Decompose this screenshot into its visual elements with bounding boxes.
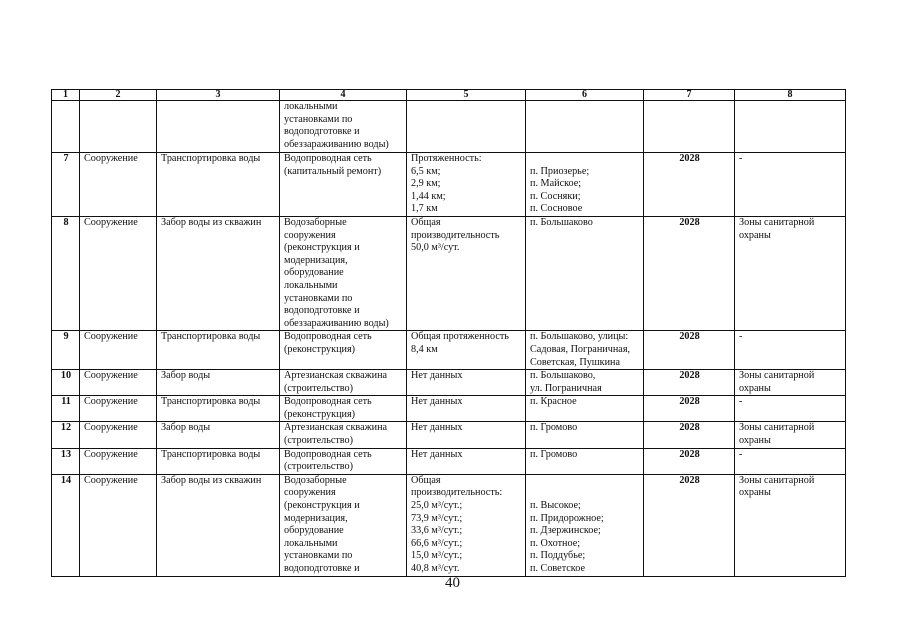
table-body xyxy=(52,101,846,577)
object-name-cell xyxy=(280,448,407,474)
object-name-cell-line: сооружения xyxy=(284,487,336,499)
zones-cell-line: - xyxy=(739,331,743,343)
object-type-cell: Сооружение xyxy=(80,396,157,422)
parameters-cell-line: 1,44 км; xyxy=(411,190,446,202)
zones-cell xyxy=(735,396,846,422)
object-name-cell-line: (строительство) xyxy=(284,461,354,473)
data-table xyxy=(51,89,846,577)
object-name-cell-line: (реконструкция) xyxy=(284,408,356,420)
location-cell-line: п. Большаково, улицы: xyxy=(530,331,629,343)
parameters-cell-line: Нет данных xyxy=(411,448,463,460)
location-cell-line: п. Высокое; xyxy=(530,500,581,512)
object-type-cell: Сооружение xyxy=(80,448,157,474)
location-cell xyxy=(526,448,644,474)
location-cell xyxy=(526,153,644,217)
object-name-cell xyxy=(280,370,407,396)
parameters-cell-line: 25,0 м³/сут.; xyxy=(411,500,463,512)
page-number: 40 xyxy=(445,575,460,591)
object-name-cell-line: модернизация, xyxy=(284,254,348,266)
object-name-cell-line: (строительство) xyxy=(284,382,354,394)
year-cell: 2028 xyxy=(644,474,735,576)
zones-cell-line: - xyxy=(739,448,743,460)
column-header-1: 1 xyxy=(52,90,80,101)
parameters-cell-line: Нет данных xyxy=(411,422,463,434)
location-cell-line: п. Сосняки; xyxy=(530,190,581,202)
location-cell-line: п. Сосновое xyxy=(530,203,583,215)
parameters-cell xyxy=(407,216,526,330)
zones-cell xyxy=(735,422,846,448)
purpose-cell: Транспортировка воды xyxy=(157,331,280,370)
object-name-cell-line: сооружения xyxy=(284,229,336,241)
parameters-cell-line: 33,6 м³/сут.; xyxy=(411,525,463,537)
object-name-cell xyxy=(280,331,407,370)
parameters-cell-line: Общая xyxy=(411,216,441,228)
parameters-cell-line: Протяженность: xyxy=(411,153,482,164)
parameters-cell-line: 50,0 м³/сут. xyxy=(411,242,460,254)
purpose-cell: Транспортировка воды xyxy=(157,153,280,217)
object-name-cell xyxy=(280,153,407,217)
object-type-cell: Сооружение xyxy=(80,153,157,217)
object-type-cell: Сооружение xyxy=(80,216,157,330)
table-row xyxy=(52,331,846,370)
row-number-cell: 14 xyxy=(52,474,80,576)
object-name-cell-line: (реконструкция и xyxy=(284,242,360,254)
location-cell-line: п. Советское xyxy=(530,563,585,574)
location-cell xyxy=(526,370,644,396)
object-type-cell: Сооружение xyxy=(80,422,157,448)
zones-cell xyxy=(735,216,846,330)
parameters-cell xyxy=(407,331,526,370)
zones-cell xyxy=(735,101,846,153)
object-name-cell-line: оборудование xyxy=(284,267,344,279)
purpose-cell: Транспортировка воды xyxy=(157,448,280,474)
row-number-cell: 12 xyxy=(52,422,80,448)
object-name-cell-line: Артезианская скважина xyxy=(284,422,388,434)
parameters-cell xyxy=(407,474,526,576)
object-name-cell-line: Водопроводная сеть xyxy=(284,448,372,460)
year-cell: 2028 xyxy=(644,370,735,396)
row-number-cell xyxy=(52,101,80,153)
parameters-cell xyxy=(407,370,526,396)
object-name-cell-line: оборудование xyxy=(284,525,344,537)
row-number-cell: 11 xyxy=(52,396,80,422)
zones-cell-line: охраны xyxy=(739,487,771,499)
parameters-cell-line: Нет данных xyxy=(411,396,463,408)
column-header-6: 6 xyxy=(526,90,644,101)
parameters-cell-line: 66,6 м³/сут.; xyxy=(411,537,463,549)
parameters-cell-line: Общая протяженность xyxy=(411,331,509,343)
location-cell-line: п. Дзержинское; xyxy=(530,525,601,537)
purpose-cell: Транспортировка воды xyxy=(157,396,280,422)
table-row xyxy=(52,153,846,217)
parameters-cell xyxy=(407,153,526,217)
row-number-cell: 8 xyxy=(52,216,80,330)
object-name-cell-line: Водозаборные xyxy=(284,216,347,228)
zones-cell-line: охраны xyxy=(739,435,771,447)
object-name-cell-line: установками по xyxy=(284,113,353,125)
year-cell xyxy=(644,101,735,153)
object-name-cell-line: локальными xyxy=(284,537,338,549)
parameters-cell-line: Общая xyxy=(411,474,441,486)
object-name-cell-line: водоподготовке и xyxy=(284,563,360,574)
object-name-cell-line: установками по xyxy=(284,550,353,562)
object-name-cell-line: Водопроводная сеть xyxy=(284,331,372,343)
object-type-cell xyxy=(80,101,157,153)
location-cell-line: Советская, Пушкина xyxy=(530,356,621,368)
location-cell-line: п. Громово xyxy=(530,448,578,460)
year-cell: 2028 xyxy=(644,153,735,217)
parameters-cell-line: 6,5 км; xyxy=(411,165,441,177)
year-cell: 2028 xyxy=(644,422,735,448)
parameters-cell-line: производительность: xyxy=(411,487,503,499)
zones-cell-line: охраны xyxy=(739,382,771,394)
parameters-cell-line: 15,0 м³/сут.; xyxy=(411,550,463,562)
object-name-cell-line: Водозаборные xyxy=(284,474,347,486)
zones-cell-line: - xyxy=(739,153,743,164)
location-cell-line: Садовая, Пограничная, xyxy=(530,343,631,355)
location-cell xyxy=(526,216,644,330)
zones-cell-line: - xyxy=(739,396,743,408)
purpose-cell: Забор воды xyxy=(157,370,280,396)
object-name-cell-line: модернизация, xyxy=(284,512,348,524)
parameters-cell-line: 40,8 м³/сут. xyxy=(411,563,460,574)
object-name-cell xyxy=(280,216,407,330)
object-name-cell-line: Водопроводная сеть xyxy=(284,153,372,164)
object-name-cell-line: (строительство) xyxy=(284,435,354,447)
location-cell-line: п. Придорожное; xyxy=(530,512,604,524)
location-cell-line: ул. Пограничная xyxy=(530,382,602,394)
location-cell-line xyxy=(530,475,640,488)
location-cell-line: п. Большаково, xyxy=(530,370,596,382)
column-header-5: 5 xyxy=(407,90,526,101)
location-cell-line xyxy=(530,487,640,500)
row-number-cell: 9 xyxy=(52,331,80,370)
table-row xyxy=(52,396,846,422)
parameters-cell-line: 8,4 км xyxy=(411,343,438,355)
object-name-cell xyxy=(280,396,407,422)
location-cell-line: п. Приозерье; xyxy=(530,165,590,177)
location-cell-line: п. Большаково xyxy=(530,216,593,228)
header-row xyxy=(52,90,846,101)
object-name-cell-line: Водопроводная сеть xyxy=(284,396,372,408)
parameters-cell-line: 1,7 км xyxy=(411,203,438,215)
column-header-2: 2 xyxy=(80,90,157,101)
table-row xyxy=(52,370,846,396)
object-name-cell-line: (реконструкция и xyxy=(284,500,360,512)
zones-cell-line: Зоны санитарной xyxy=(739,370,815,382)
object-name-cell-line: обеззараживанию воды) xyxy=(284,317,389,329)
object-type-cell: Сооружение xyxy=(80,474,157,576)
row-number-cell: 13 xyxy=(52,448,80,474)
column-header-8: 8 xyxy=(735,90,846,101)
location-cell xyxy=(526,101,644,153)
parameters-cell-line: 2,9 км; xyxy=(411,178,441,190)
object-name-cell-line: (капитальный ремонт) xyxy=(284,165,382,177)
purpose-cell: Забор воды xyxy=(157,422,280,448)
row-number-cell: 10 xyxy=(52,370,80,396)
row-number-cell: 7 xyxy=(52,153,80,217)
object-name-cell-line: Артезианская скважина xyxy=(284,370,388,382)
column-header-3: 3 xyxy=(157,90,280,101)
location-cell-line: п. Поддубье; xyxy=(530,550,586,562)
table-row xyxy=(52,101,846,153)
table-row xyxy=(52,422,846,448)
zones-cell-line: Зоны санитарной xyxy=(739,474,815,486)
object-name-cell-line: локальными xyxy=(284,101,338,112)
zones-cell xyxy=(735,448,846,474)
zones-cell-line: охраны xyxy=(739,229,771,241)
object-name-cell-line: локальными xyxy=(284,279,338,291)
table-row xyxy=(52,216,846,330)
location-cell xyxy=(526,331,644,370)
location-cell-line: п. Майское; xyxy=(530,178,582,190)
parameters-cell-line: производительность xyxy=(411,229,500,241)
column-header-4: 4 xyxy=(280,90,407,101)
object-name-cell xyxy=(280,474,407,576)
object-name-cell-line: водоподготовке и xyxy=(284,126,360,138)
location-cell xyxy=(526,396,644,422)
parameters-cell xyxy=(407,422,526,448)
zones-cell xyxy=(735,474,846,576)
location-cell-line: п. Охотное; xyxy=(530,537,581,549)
object-name-cell xyxy=(280,101,407,153)
purpose-cell: Забор воды из скважин xyxy=(157,216,280,330)
zones-cell-line: Зоны санитарной xyxy=(739,216,815,228)
parameters-cell xyxy=(407,101,526,153)
location-cell-line: п. Красное xyxy=(530,396,577,408)
purpose-cell xyxy=(157,101,280,153)
zones-cell xyxy=(735,331,846,370)
location-cell xyxy=(526,422,644,448)
year-cell: 2028 xyxy=(644,448,735,474)
parameters-cell-line: Нет данных xyxy=(411,370,463,382)
table-row xyxy=(52,448,846,474)
parameters-cell-line: 73,9 м³/сут.; xyxy=(411,512,463,524)
year-cell: 2028 xyxy=(644,331,735,370)
location-cell-line xyxy=(530,153,640,166)
location-cell xyxy=(526,474,644,576)
object-name-cell xyxy=(280,422,407,448)
year-cell: 2028 xyxy=(644,216,735,330)
table-row xyxy=(52,474,846,576)
location-cell-line: п. Громово xyxy=(530,422,578,434)
object-name-cell-line: (реконструкция) xyxy=(284,343,356,355)
object-type-cell: Сооружение xyxy=(80,370,157,396)
purpose-cell: Забор воды из скважин xyxy=(157,474,280,576)
parameters-cell xyxy=(407,448,526,474)
year-cell: 2028 xyxy=(644,396,735,422)
zones-cell xyxy=(735,153,846,217)
object-name-cell-line: установками по xyxy=(284,292,353,304)
parameters-cell xyxy=(407,396,526,422)
object-name-cell-line: обеззараживанию воды) xyxy=(284,138,389,150)
object-name-cell-line: водоподготовке и xyxy=(284,305,360,317)
zones-cell xyxy=(735,370,846,396)
column-header-7: 7 xyxy=(644,90,735,101)
object-type-cell: Сооружение xyxy=(80,331,157,370)
zones-cell-line: Зоны санитарной xyxy=(739,422,815,434)
